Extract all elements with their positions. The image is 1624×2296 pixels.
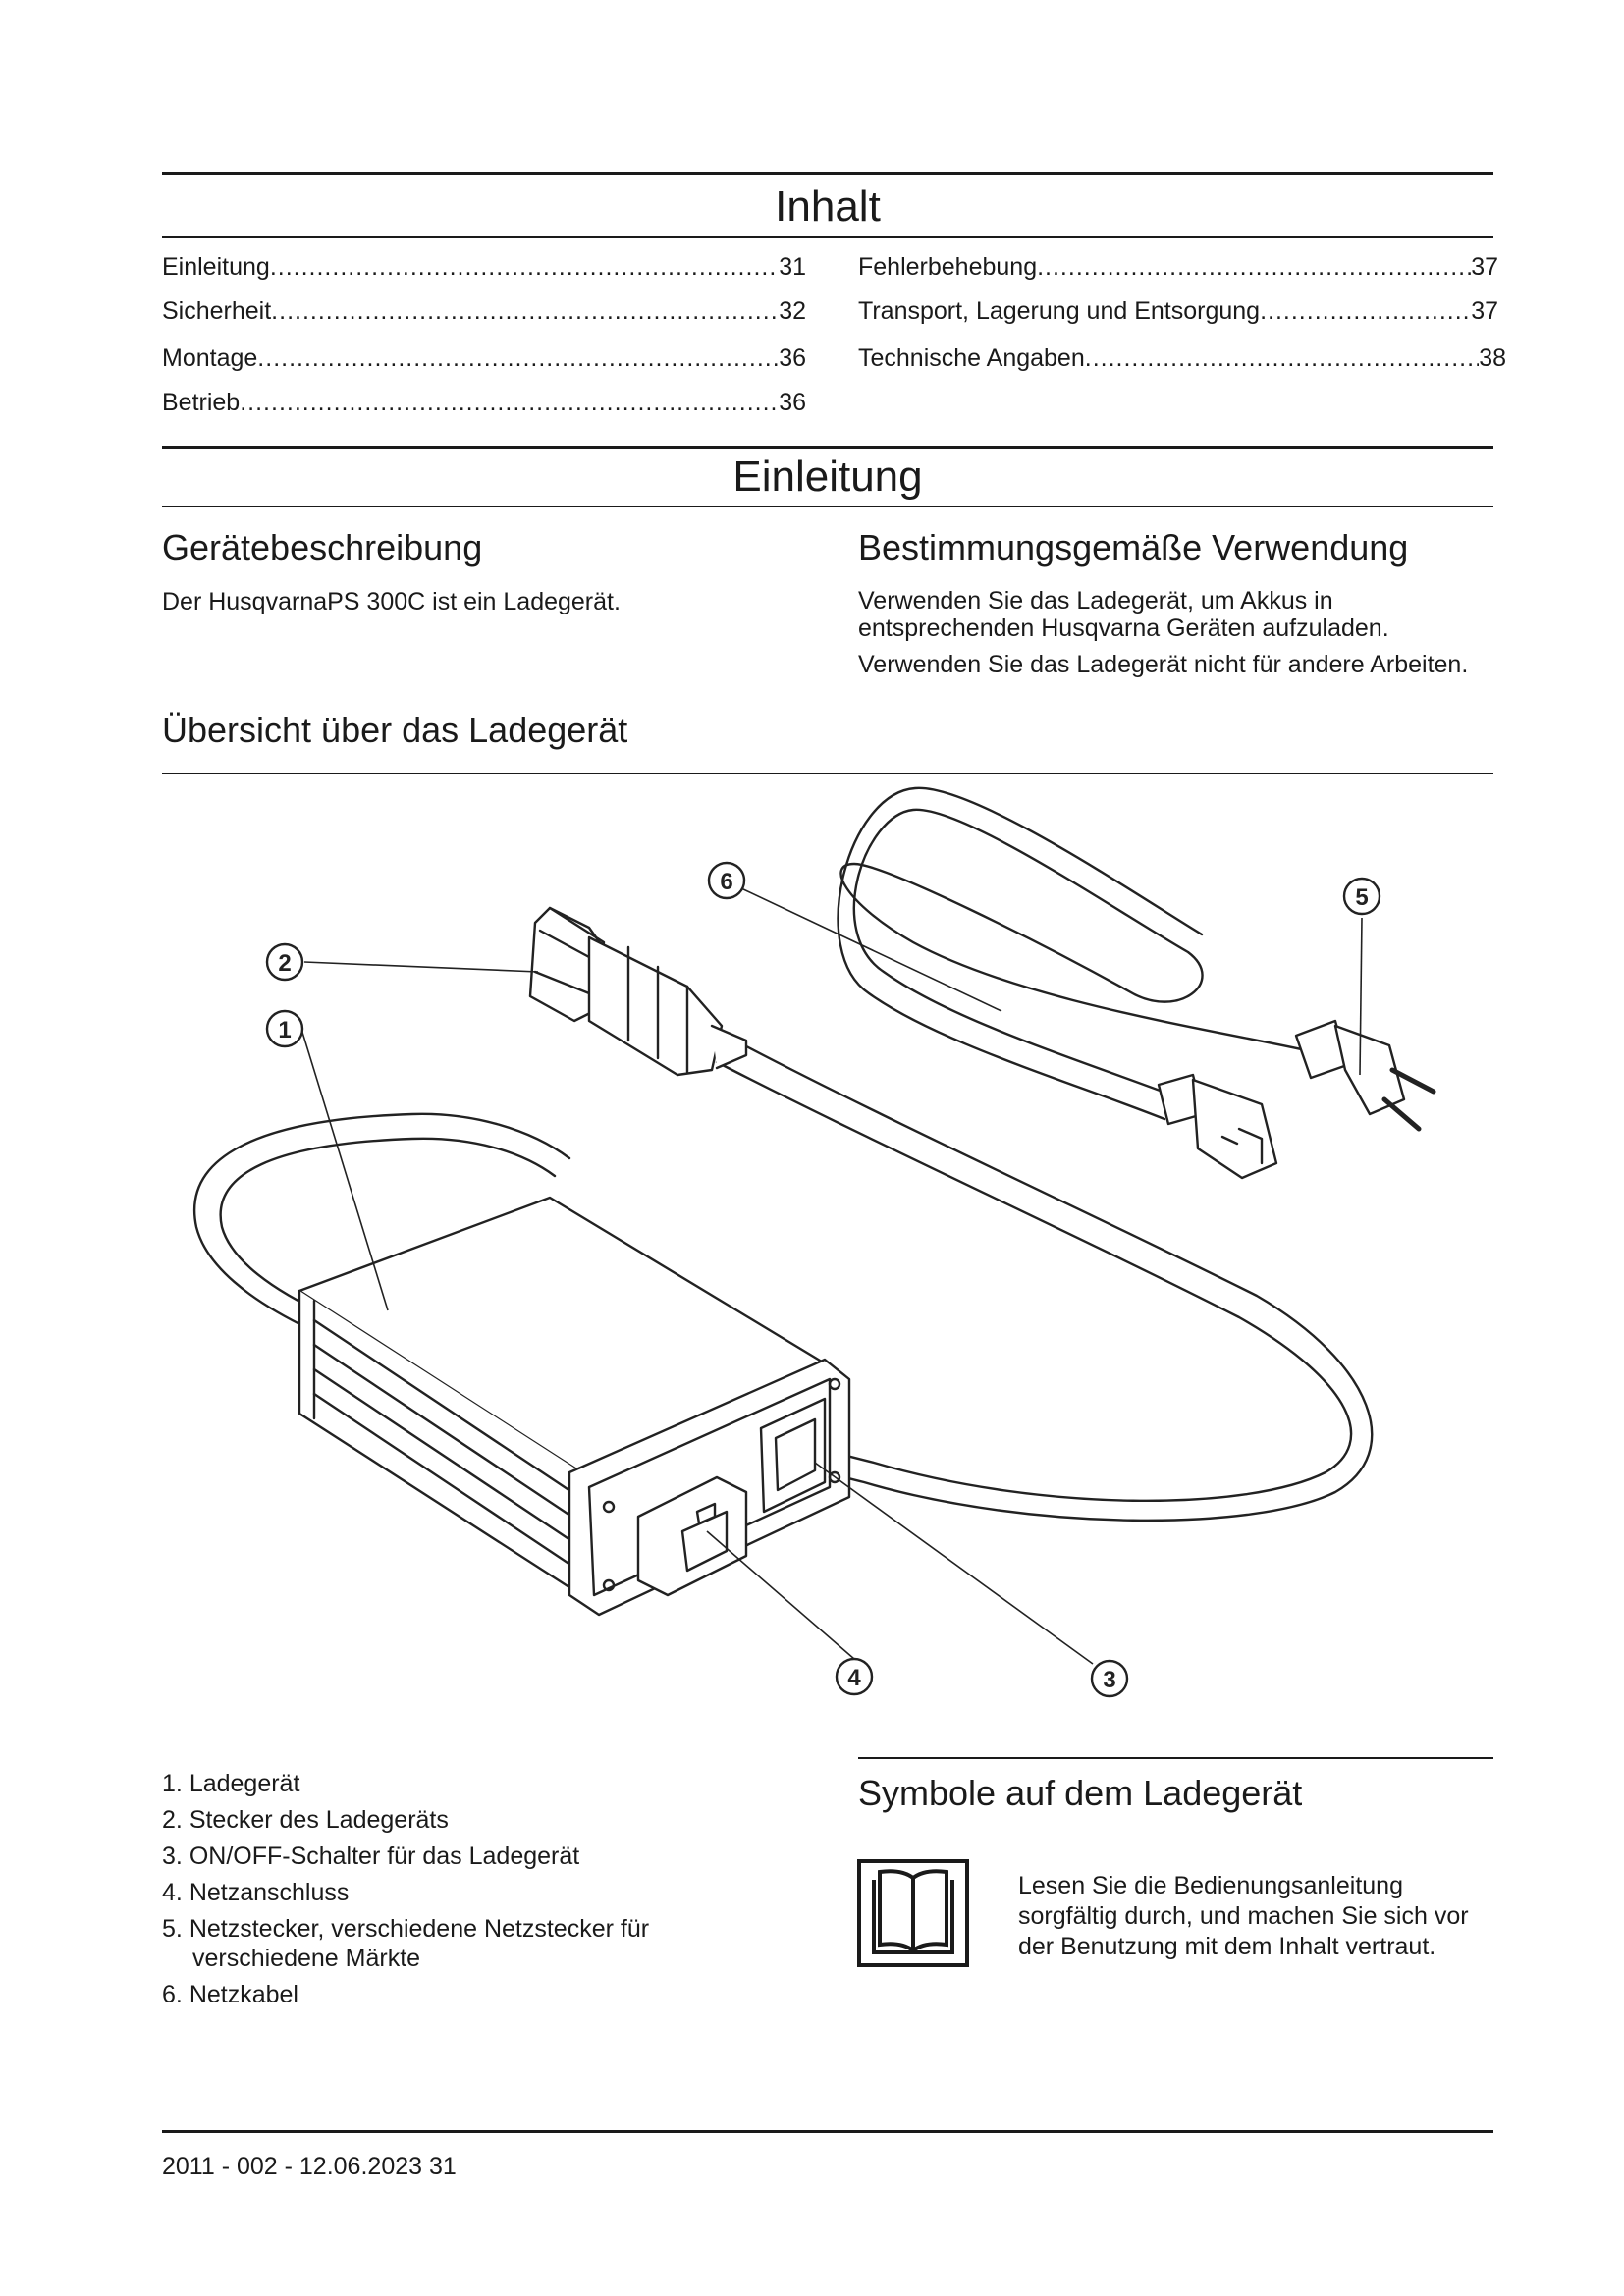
list-item: 5. Netzstecker, verschiedene Netzstecker für verschiedene Märkte	[162, 1915, 650, 1972]
list-item: 3. ON/OFF-Schalter für das Ladegerät	[162, 1842, 580, 1870]
intended-use-heading: Bestimmungsgemäße Verwendung	[858, 527, 1409, 567]
mains-plug	[1296, 1021, 1434, 1129]
intro-top-rule	[162, 446, 1493, 449]
list-item: 1. Ladegerät	[162, 1770, 300, 1797]
intended-use-text: Verwenden Sie das Ladegerät, um Akkus in entsprechenden Husqvarna Geräten aufzuladen.	[858, 587, 1389, 642]
manual-symbol-text: Lesen Sie die Bedienungsanleitung sorgfältig durch, und machen Sie sich vor der Benutzung mit dem Inhalt vertraut.	[1018, 1872, 1469, 1960]
callout-4-label: 4	[847, 1665, 861, 1691]
symbols-heading: Symbole auf dem Ladegerät	[858, 1773, 1303, 1813]
device-description-text: Der HusqvarnaPS 300C ist ein Ladegerät.	[162, 588, 621, 615]
list-item: 2. Stecker des Ladegeräts	[162, 1806, 449, 1834]
intended-use-restriction: Verwenden Sie das Ladegerät nicht für andere Arbeiten.	[858, 651, 1469, 678]
toc-entry[interactable]: Montage ..... 36	[162, 344, 806, 373]
list-item: 4. Netzanschluss	[162, 1879, 350, 1906]
overview-heading: Übersicht über das Ladegerät	[162, 710, 628, 750]
intro-title-rule	[162, 506, 1493, 507]
component-legend	[162, 1769, 649, 2016]
callout-2-label: 2	[278, 950, 292, 977]
footer-text: 2011 - 002 - 12.06.2023 31	[162, 2153, 457, 2180]
toc-title-rule	[162, 236, 1493, 238]
manual-book-icon	[856, 1858, 970, 1968]
footer-rule	[162, 2130, 1493, 2133]
overview-rule	[162, 773, 1493, 774]
callout-1-label: 1	[278, 1017, 292, 1043]
iec-connector	[1159, 1075, 1276, 1178]
charger-overview-illustration	[162, 785, 1493, 1718]
intro-title: Einleitung	[732, 453, 923, 501]
toc-entry[interactable]: Sicherheit ..... 32	[162, 296, 806, 326]
toc-entry[interactable]: Betrieb ..... 36	[162, 388, 806, 417]
toc-title: Inhalt	[775, 183, 881, 231]
toc-entry[interactable]: Technische Angaben ..... 38	[858, 344, 1506, 373]
callout-3-label: 3	[1103, 1667, 1116, 1693]
toc-entry[interactable]: Fehlerbehebung ..... 37	[858, 252, 1498, 282]
list-item: 6. Netzkabel	[162, 1981, 298, 2008]
toc-entry[interactable]: Einleitung ..... 31	[162, 252, 806, 282]
charger-body	[299, 1198, 849, 1615]
callout-6-label: 6	[720, 869, 733, 895]
legend-rule-right	[858, 1757, 1493, 1759]
toc-top-rule	[162, 172, 1493, 175]
device-description-heading: Gerätebeschreibung	[162, 527, 483, 567]
callout-5-label: 5	[1355, 884, 1369, 911]
charger-plug	[530, 908, 746, 1075]
mains-cable	[841, 810, 1369, 1097]
toc-entry[interactable]: Transport, Lagerung und Entsorgung ..... 37	[858, 296, 1498, 326]
